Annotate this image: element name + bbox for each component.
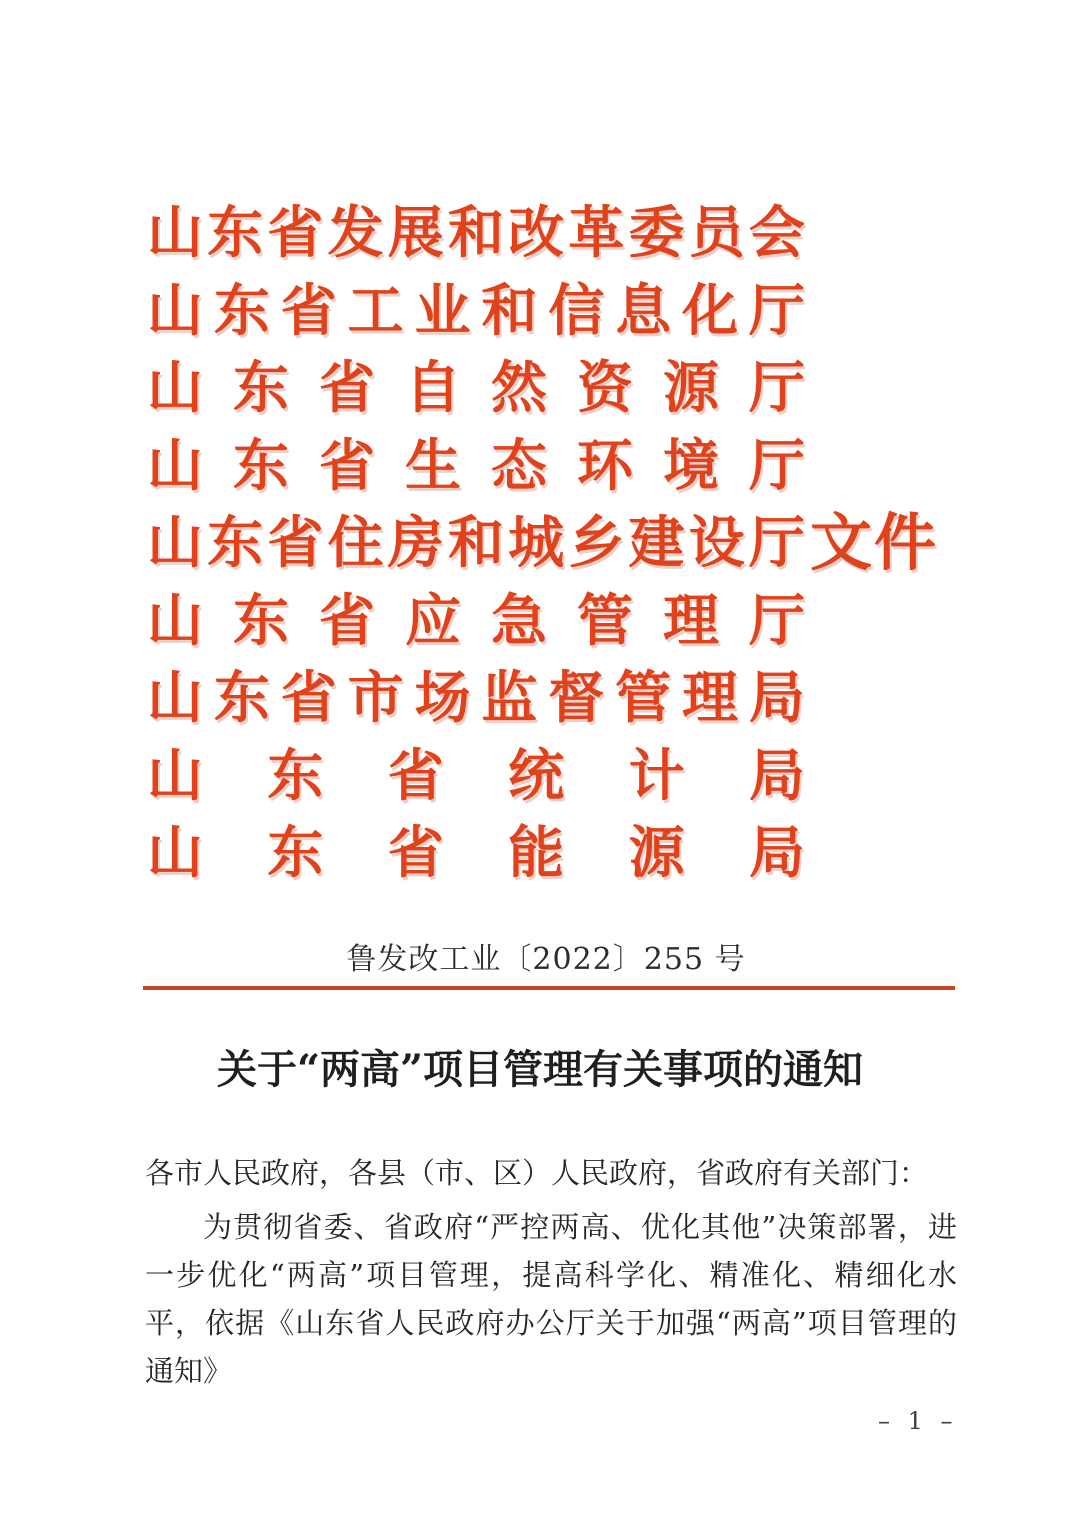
agency-character: 境 <box>663 432 719 499</box>
agency-character: 山 <box>147 355 203 421</box>
agency-character: 和 <box>481 277 538 344</box>
agency-character: 省 <box>280 665 337 731</box>
agency-character: 统 <box>508 742 565 809</box>
agency-character: 东 <box>213 277 270 344</box>
agency-character: 山 <box>147 200 203 266</box>
agency-character: 山 <box>147 510 203 576</box>
agency-character: 山 <box>147 742 203 809</box>
agency-character: 东 <box>233 355 289 421</box>
letterhead-file-marker: 文件 <box>810 506 939 579</box>
agency-character: 厅 <box>748 510 805 576</box>
agency-character: 信 <box>548 277 605 344</box>
agency-character: 山 <box>147 665 203 731</box>
agency-character: 设 <box>688 510 745 576</box>
agency-character: 东 <box>267 820 324 886</box>
agency-character: 东 <box>213 665 270 731</box>
agency-character: 局 <box>748 742 805 809</box>
agency-character: 急 <box>491 587 547 654</box>
agency-character: 建 <box>628 510 685 576</box>
agency-character: 员 <box>688 200 745 266</box>
agency-character: 环 <box>577 432 633 499</box>
agency-line <box>147 742 805 824</box>
salutation-line: 各市人民政府，各县（市、区）人民政府，省政府有关部门： <box>145 1156 929 1190</box>
agency-character: 山 <box>147 820 203 886</box>
agency-line <box>147 510 805 591</box>
agency-character: 省 <box>267 200 324 266</box>
agency-character: 资 <box>577 355 633 421</box>
agency-character: 省 <box>280 277 337 344</box>
agency-character: 山 <box>147 277 203 344</box>
agency-character: 省 <box>319 355 375 421</box>
agency-character: 改 <box>508 200 565 266</box>
page-number: – 1 – <box>878 1407 958 1435</box>
agency-character: 东 <box>207 510 264 576</box>
agency-character: 化 <box>682 277 738 344</box>
reference-number: 鲁发改工业〔2022〕255 号 <box>346 942 746 977</box>
document-title: 关于“两高”项目管理有关事项的通知 <box>216 1046 863 1093</box>
agency-character: 省 <box>267 510 324 576</box>
agency-character: 东 <box>267 742 324 809</box>
agency-character: 乡 <box>568 510 625 576</box>
agency-character: 省 <box>319 587 375 654</box>
agency-character: 和 <box>447 510 504 576</box>
agency-character: 源 <box>628 820 685 886</box>
agency-line <box>147 355 805 436</box>
agency-character: 山 <box>147 587 203 654</box>
agency-character: 房 <box>387 510 444 576</box>
agency-character: 城 <box>508 510 565 576</box>
red-divider-line <box>143 986 955 990</box>
agency-character: 省 <box>387 820 444 886</box>
agency-character: 发 <box>327 200 384 266</box>
agency-line <box>147 432 805 514</box>
agency-character: 工 <box>347 277 404 344</box>
agency-character: 局 <box>748 820 805 886</box>
agency-character: 山 <box>147 432 203 499</box>
agency-character: 自 <box>405 355 461 421</box>
agency-character: 东 <box>207 200 264 266</box>
agency-line <box>147 277 805 359</box>
agency-line <box>147 587 805 669</box>
agency-character: 源 <box>663 355 719 421</box>
agency-character: 应 <box>405 587 461 654</box>
agency-character: 东 <box>233 432 289 499</box>
agency-character: 省 <box>387 742 444 809</box>
agency-character: 业 <box>414 277 471 344</box>
body-paragraph: 为贯彻省委、省政府“严控两高、优化其他”决策部署，进一步优化“两高”项目管理，提高科学化、精准化、精细化水平，依据《山东省人民政府办公厅关于加强“两高”项目管理的通知》 <box>145 1210 957 1388</box>
letterhead-agency-list <box>147 200 805 901</box>
agency-character: 理 <box>663 587 719 654</box>
agency-character: 理 <box>682 665 738 731</box>
agency-character: 住 <box>327 510 384 576</box>
agency-character: 委 <box>628 200 685 266</box>
agency-character: 展 <box>387 200 444 266</box>
agency-character: 厅 <box>749 355 805 421</box>
agency-line <box>147 665 805 746</box>
agency-character: 管 <box>615 665 672 731</box>
agency-character: 监 <box>481 665 538 731</box>
agency-character: 厅 <box>749 432 805 499</box>
agency-line <box>147 200 805 281</box>
agency-character: 市 <box>347 665 404 731</box>
agency-character: 场 <box>414 665 471 731</box>
agency-character: 会 <box>748 200 805 266</box>
agency-character: 然 <box>491 355 547 421</box>
agency-character: 能 <box>508 820 565 886</box>
agency-line <box>147 820 805 901</box>
agency-character: 东 <box>233 587 289 654</box>
agency-character: 计 <box>628 742 685 809</box>
agency-character: 省 <box>319 432 375 499</box>
agency-character: 督 <box>548 665 605 731</box>
agency-character: 厅 <box>749 587 805 654</box>
agency-character: 局 <box>748 665 805 731</box>
agency-character: 厅 <box>748 277 805 344</box>
agency-character: 态 <box>491 432 547 499</box>
agency-character: 息 <box>615 277 672 344</box>
agency-character: 和 <box>447 200 504 266</box>
agency-character: 革 <box>568 200 625 266</box>
agency-character: 生 <box>405 432 461 499</box>
agency-character: 管 <box>577 587 633 654</box>
